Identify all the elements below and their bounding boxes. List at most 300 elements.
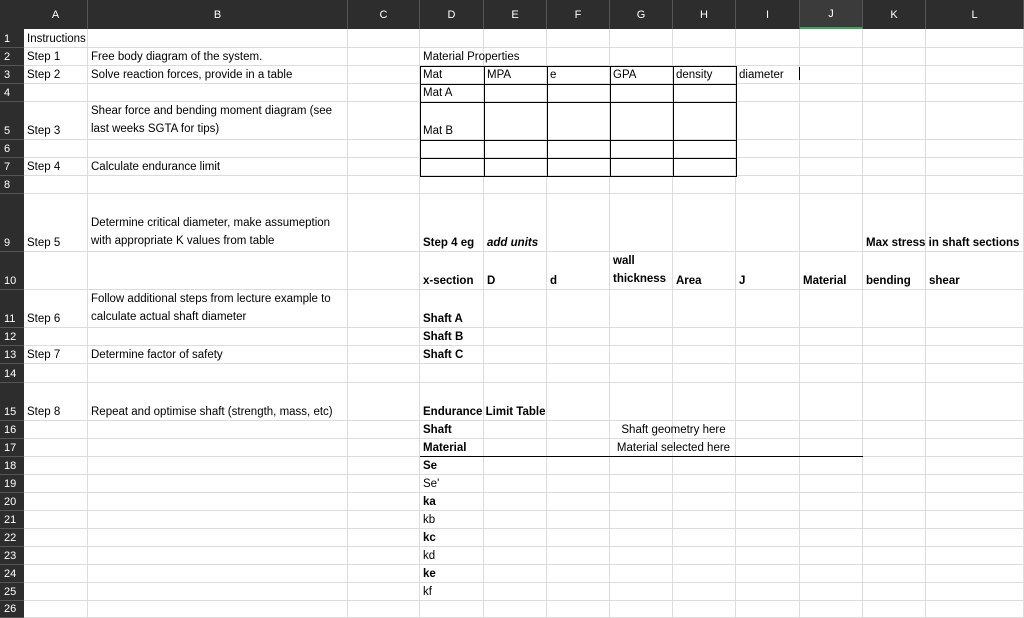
shaft-b-label[interactable]: Shaft B [423, 331, 464, 343]
grid-cell[interactable] [926, 176, 1024, 194]
grid-cell[interactable] [348, 475, 420, 493]
grid-cell[interactable] [24, 511, 88, 529]
grid-cell[interactable] [926, 383, 1024, 421]
grid-cell[interactable] [800, 511, 863, 529]
d-header[interactable]: d [550, 275, 558, 287]
grid-cell[interactable] [736, 84, 800, 102]
grid-cell[interactable] [24, 421, 88, 439]
grid-cell[interactable] [673, 48, 736, 66]
grid-cell[interactable] [926, 140, 1024, 158]
grid-cell[interactable] [736, 140, 800, 158]
grid-cell[interactable] [348, 346, 420, 364]
grid-cell[interactable] [610, 364, 673, 383]
grid-cell[interactable] [926, 48, 1024, 66]
grid-cell[interactable] [800, 457, 863, 475]
grid-cell[interactable] [88, 252, 348, 290]
grid-cell[interactable] [863, 457, 926, 475]
step-label[interactable]: Step 6 [27, 313, 61, 325]
grid-cell[interactable] [863, 102, 926, 140]
step-text[interactable]: Calculate endurance limit [91, 161, 221, 173]
grid-cell[interactable] [926, 102, 1024, 140]
grid-cell[interactable] [24, 252, 88, 290]
grid-cell[interactable] [800, 529, 863, 547]
shear-header[interactable]: shear [929, 275, 960, 287]
grid-cell[interactable] [348, 421, 420, 439]
grid-cell[interactable] [88, 583, 348, 601]
grid-cell[interactable] [484, 290, 547, 328]
grid-cell[interactable] [88, 328, 348, 346]
grid-cell[interactable] [926, 529, 1024, 547]
grid-cell[interactable] [673, 511, 736, 529]
row-header-18[interactable]: 18 [0, 457, 24, 475]
grid-cell[interactable] [863, 601, 926, 618]
row-header-21[interactable]: 21 [0, 511, 24, 529]
grid-cell[interactable] [24, 493, 88, 511]
grid-cell[interactable] [926, 457, 1024, 475]
row-header-12[interactable]: 12 [0, 328, 24, 346]
grid-cell[interactable] [88, 84, 348, 102]
step-text[interactable]: Repeat and optimise shaft (strength, mass, etc) [91, 406, 333, 418]
grid-cell[interactable] [863, 439, 926, 457]
grid-cell[interactable] [420, 176, 484, 194]
grid-cell[interactable] [610, 511, 673, 529]
grid-cell[interactable] [88, 529, 348, 547]
grid-cell[interactable] [547, 84, 610, 102]
grid-cell[interactable] [863, 475, 926, 493]
step-label[interactable]: Step 1 [27, 51, 61, 63]
grid-cell[interactable] [348, 457, 420, 475]
column-header-C[interactable]: C [348, 0, 420, 29]
grid-cell[interactable] [610, 493, 673, 511]
grid-cell[interactable] [673, 29, 736, 48]
grid-cell[interactable] [863, 48, 926, 66]
mat-b-label[interactable]: Mat B [423, 125, 454, 137]
grid-cell[interactable] [736, 290, 800, 328]
row-header-10[interactable]: 10 [0, 252, 24, 290]
grid-cell[interactable] [88, 475, 348, 493]
grid-cell[interactable] [348, 583, 420, 601]
row-header-11[interactable]: 11 [0, 290, 24, 328]
column-header-K[interactable]: K [863, 0, 926, 29]
grid-cell[interactable] [673, 364, 736, 383]
grid-cell[interactable] [863, 66, 926, 84]
factor-Se[interactable]: Se [423, 460, 438, 472]
grid-cell[interactable] [484, 140, 547, 158]
grid-cell[interactable] [348, 565, 420, 583]
grid-cell[interactable] [547, 364, 610, 383]
grid-cell[interactable] [547, 346, 610, 364]
grid-cell[interactable] [926, 565, 1024, 583]
grid-cell[interactable] [24, 176, 88, 194]
endurance-table-title[interactable]: Endurance Limit Table [423, 406, 546, 418]
shaft-label[interactable]: Shaft [423, 424, 452, 436]
grid-cell[interactable] [610, 290, 673, 328]
D-header[interactable]: D [487, 275, 496, 287]
step-label[interactable]: Step 2 [27, 69, 61, 81]
column-header-B[interactable]: B [88, 0, 348, 29]
grid-cell[interactable] [610, 194, 673, 252]
grid-cell[interactable] [348, 439, 420, 457]
grid-cell[interactable] [348, 290, 420, 328]
grid-cell[interactable] [547, 583, 610, 601]
factor-kf[interactable]: kf [423, 586, 432, 598]
grid-cell[interactable] [348, 529, 420, 547]
factor-Se-prime[interactable]: Se' [423, 478, 440, 490]
diameter-header[interactable]: diameter [739, 69, 784, 81]
grid-cell[interactable] [863, 511, 926, 529]
grid-cell[interactable] [547, 547, 610, 565]
grid-cell[interactable] [547, 290, 610, 328]
grid-cell[interactable] [863, 176, 926, 194]
grid-cell[interactable] [610, 565, 673, 583]
grid-cell[interactable] [863, 29, 926, 48]
row-header-14[interactable]: 14 [0, 364, 24, 383]
grid-cell[interactable] [484, 84, 547, 102]
grid-cell[interactable] [610, 102, 673, 140]
step4-label[interactable]: Step 4 eg [423, 237, 475, 249]
grid-cell[interactable] [736, 158, 800, 176]
column-header-L[interactable]: L [926, 0, 1024, 29]
row-header-25[interactable]: 25 [0, 583, 24, 601]
grid-cell[interactable] [673, 176, 736, 194]
row-header-9[interactable]: 9 [0, 194, 24, 252]
grid-cell[interactable] [800, 194, 863, 252]
grid-cell[interactable] [736, 328, 800, 346]
grid-cell[interactable] [673, 457, 736, 475]
grid-cell[interactable] [673, 493, 736, 511]
grid-cell[interactable] [926, 290, 1024, 328]
select-all-corner[interactable] [0, 0, 24, 29]
grid-cell[interactable] [926, 493, 1024, 511]
grid-cell[interactable] [800, 84, 863, 102]
grid-cell[interactable] [800, 475, 863, 493]
grid-cell[interactable] [348, 252, 420, 290]
bending-header[interactable]: bending [866, 275, 911, 287]
grid-cell[interactable] [610, 601, 673, 618]
column-header-I[interactable]: I [736, 0, 800, 29]
grid-cell[interactable] [673, 601, 736, 618]
grid-cell[interactable] [484, 493, 547, 511]
shaft-c-label[interactable]: Shaft C [423, 349, 464, 361]
column-header-A[interactable]: A [24, 0, 88, 29]
row-header-13[interactable]: 13 [0, 346, 24, 364]
grid-cell[interactable] [863, 158, 926, 176]
grid-cell[interactable] [610, 346, 673, 364]
grid-cell[interactable] [348, 176, 420, 194]
grid-cell[interactable] [484, 529, 547, 547]
grid-cell[interactable] [24, 328, 88, 346]
step-label[interactable]: Step 4 [27, 161, 61, 173]
grid-cell[interactable] [926, 29, 1024, 48]
wall-thickness-header[interactable]: wall thickness [613, 255, 667, 285]
grid-cell[interactable] [926, 583, 1024, 601]
grid-cell[interactable] [348, 84, 420, 102]
step-text[interactable]: Determine factor of safety [91, 349, 223, 361]
row-header-17[interactable]: 17 [0, 439, 24, 457]
grid-cell[interactable] [547, 140, 610, 158]
step-label[interactable]: Step 5 [27, 237, 61, 249]
grid-cell[interactable] [863, 547, 926, 565]
grid-cell[interactable] [88, 601, 348, 618]
grid-cell[interactable] [736, 346, 800, 364]
grid-cell[interactable] [484, 565, 547, 583]
grid-cell[interactable] [800, 102, 863, 140]
area-header[interactable]: Area [676, 275, 702, 287]
grid-cell[interactable] [863, 328, 926, 346]
grid-cell[interactable] [673, 547, 736, 565]
step-label[interactable]: Step 8 [27, 406, 61, 418]
grid-cell[interactable] [863, 383, 926, 421]
grid-cell[interactable] [736, 102, 800, 140]
row-header-26[interactable]: 26 [0, 601, 24, 618]
grid-cell[interactable] [348, 140, 420, 158]
grid-cell[interactable] [926, 84, 1024, 102]
step-text[interactable]: Determine critical diameter, make assumeption with appropriate K values from table [91, 217, 331, 247]
grid-cell[interactable] [800, 383, 863, 421]
grid-cell[interactable] [926, 158, 1024, 176]
column-header-J[interactable]: J [800, 0, 863, 29]
grid-cell[interactable] [348, 547, 420, 565]
grid-cell[interactable] [800, 493, 863, 511]
grid-cell[interactable] [88, 565, 348, 583]
grid-cell[interactable] [348, 328, 420, 346]
material-properties-title[interactable]: Material Properties [423, 51, 520, 63]
grid-cell[interactable] [348, 364, 420, 383]
grid-cell[interactable] [863, 346, 926, 364]
factor-kc[interactable]: kc [423, 532, 436, 544]
grid-cell[interactable] [800, 158, 863, 176]
xsection-header[interactable]: x-section [423, 275, 474, 287]
grid-cell[interactable] [926, 364, 1024, 383]
grid-cell[interactable] [736, 583, 800, 601]
grid-cell[interactable] [348, 102, 420, 140]
row-header-3[interactable]: 3 [0, 66, 24, 84]
mat-a-label[interactable]: Mat A [423, 87, 453, 99]
grid-cell[interactable] [800, 140, 863, 158]
grid-cell[interactable] [736, 493, 800, 511]
column-header-F[interactable]: F [547, 0, 610, 29]
grid-cell[interactable] [88, 364, 348, 383]
grid-cell[interactable] [484, 364, 547, 383]
material-header[interactable]: Material [803, 275, 847, 287]
grid-cell[interactable] [736, 475, 800, 493]
grid-cell[interactable] [673, 158, 736, 176]
grid-cell[interactable] [420, 140, 484, 158]
row-header-23[interactable]: 23 [0, 547, 24, 565]
grid-cell[interactable] [926, 511, 1024, 529]
row-header-15[interactable]: 15 [0, 383, 24, 421]
step-text[interactable]: Free body diagram of the system. [91, 51, 263, 63]
grid-cell[interactable] [547, 493, 610, 511]
grid-cell[interactable] [547, 176, 610, 194]
grid-cell[interactable] [673, 383, 736, 421]
grid-cell[interactable] [547, 29, 610, 48]
grid-cell[interactable] [863, 84, 926, 102]
grid-cell[interactable] [736, 511, 800, 529]
grid-cell[interactable] [24, 601, 88, 618]
row-header-1[interactable]: 1 [0, 29, 24, 48]
grid-cell[interactable] [348, 194, 420, 252]
grid-cell[interactable] [348, 158, 420, 176]
grid-cell[interactable] [610, 583, 673, 601]
grid-cell[interactable] [610, 529, 673, 547]
add-units-note[interactable]: add units [487, 237, 539, 249]
grid-cell[interactable] [547, 102, 610, 140]
column-header-D[interactable]: D [420, 0, 484, 29]
J-header[interactable]: J [739, 275, 746, 287]
grid-cell[interactable] [88, 457, 348, 475]
density-header[interactable]: density [676, 69, 713, 81]
grid-cell[interactable] [926, 66, 1024, 84]
grid-cell[interactable] [736, 176, 800, 194]
grid-cell[interactable] [547, 529, 610, 547]
grid-cell[interactable] [610, 29, 673, 48]
grid-cell[interactable] [926, 439, 1024, 457]
grid-cell[interactable] [610, 158, 673, 176]
grid-cell[interactable] [736, 29, 800, 48]
grid-cell[interactable] [24, 439, 88, 457]
grid-cell[interactable] [24, 140, 88, 158]
grid-cell[interactable] [673, 84, 736, 102]
factor-ka[interactable]: ka [423, 496, 436, 508]
grid-cell[interactable] [484, 102, 547, 140]
grid-cell[interactable] [88, 439, 348, 457]
grid-cell[interactable] [673, 140, 736, 158]
grid-cell[interactable] [24, 457, 88, 475]
grid-cell[interactable] [926, 601, 1024, 618]
grid-cell[interactable] [673, 328, 736, 346]
grid-cell[interactable] [24, 529, 88, 547]
grid-cell[interactable] [673, 565, 736, 583]
grid-cell[interactable] [610, 328, 673, 346]
grid-cell[interactable] [736, 383, 800, 421]
grid-cell[interactable] [673, 583, 736, 601]
grid-cell[interactable] [348, 511, 420, 529]
grid-cell[interactable] [610, 547, 673, 565]
row-header-22[interactable]: 22 [0, 529, 24, 547]
grid-cell[interactable] [800, 176, 863, 194]
grid-cell[interactable] [736, 48, 800, 66]
grid-cell[interactable] [673, 475, 736, 493]
factor-kd[interactable]: kd [423, 550, 436, 562]
grid-cell[interactable] [24, 583, 88, 601]
grid-cell[interactable] [610, 140, 673, 158]
row-header-6[interactable]: 6 [0, 140, 24, 158]
grid-cell[interactable] [547, 511, 610, 529]
max-stress-title[interactable]: Max stress in shaft sections [866, 237, 1020, 249]
grid-cell[interactable] [88, 176, 348, 194]
grid-cell[interactable] [863, 565, 926, 583]
grid-cell[interactable] [348, 493, 420, 511]
grid-cell[interactable] [610, 383, 673, 421]
grid-cell[interactable] [926, 328, 1024, 346]
grid-cell[interactable] [673, 346, 736, 364]
step-text[interactable]: Shear force and bending moment diagram (see last weeks SGTA for tips) [91, 105, 333, 135]
grid-cell[interactable] [736, 601, 800, 618]
grid-cell[interactable] [24, 475, 88, 493]
grid-cell[interactable] [547, 328, 610, 346]
grid-cell[interactable] [863, 140, 926, 158]
grid-cell[interactable] [88, 547, 348, 565]
step-text[interactable]: Solve reaction forces, provide in a table [91, 69, 293, 81]
grid-cell[interactable] [420, 29, 484, 48]
cell-A1[interactable]: Instructions [27, 33, 86, 45]
row-header-5[interactable]: 5 [0, 102, 24, 140]
grid-cell[interactable] [547, 565, 610, 583]
grid-cell[interactable] [348, 29, 420, 48]
grid-cell[interactable] [926, 346, 1024, 364]
shaft-geometry-note[interactable]: Shaft geometry here [621, 424, 726, 436]
mat-header[interactable]: Mat [423, 69, 443, 81]
grid-cell[interactable] [484, 158, 547, 176]
grid-cell[interactable] [736, 529, 800, 547]
row-header-7[interactable]: 7 [0, 158, 24, 176]
material-selected-note[interactable]: Material selected here [616, 442, 731, 454]
grid-cell[interactable] [800, 601, 863, 618]
column-header-E[interactable]: E [484, 0, 547, 29]
grid-cell[interactable] [800, 346, 863, 364]
mpa-header[interactable]: MPA [487, 69, 512, 81]
grid-cell[interactable] [610, 176, 673, 194]
grid-cell[interactable] [24, 84, 88, 102]
row-header-19[interactable]: 19 [0, 475, 24, 493]
grid-cell[interactable] [800, 364, 863, 383]
grid-cell[interactable] [547, 475, 610, 493]
grid-cell[interactable] [800, 290, 863, 328]
grid-cell[interactable] [547, 601, 610, 618]
e-header[interactable]: e [550, 69, 557, 81]
row-header-8[interactable]: 8 [0, 176, 24, 194]
grid-cell[interactable] [484, 547, 547, 565]
grid-cell[interactable] [863, 493, 926, 511]
grid-cell[interactable] [547, 457, 610, 475]
grid-cell[interactable] [736, 565, 800, 583]
step-text[interactable]: Follow additional steps from lecture example to calculate actual shaft diameter [91, 293, 331, 323]
grid-cell[interactable] [863, 529, 926, 547]
grid-cell[interactable] [484, 328, 547, 346]
grid-cell[interactable] [547, 158, 610, 176]
grid-cell[interactable] [24, 565, 88, 583]
grid-cell[interactable] [88, 511, 348, 529]
grid-cell[interactable] [673, 102, 736, 140]
grid-cell[interactable] [800, 547, 863, 565]
row-header-2[interactable]: 2 [0, 48, 24, 66]
grid-cell[interactable] [800, 565, 863, 583]
factor-kb[interactable]: kb [423, 514, 436, 526]
grid-cell[interactable] [484, 583, 547, 601]
grid-cell[interactable] [420, 364, 484, 383]
grid-cell[interactable] [926, 421, 1024, 439]
grid-cell[interactable] [926, 475, 1024, 493]
grid-cell[interactable] [863, 421, 926, 439]
grid-cell[interactable] [673, 529, 736, 547]
grid-cell[interactable] [863, 364, 926, 383]
grid-cell[interactable] [88, 493, 348, 511]
grid-cell[interactable] [484, 346, 547, 364]
grid-cell[interactable] [610, 457, 673, 475]
gpa-header[interactable]: GPA [613, 69, 637, 81]
row-header-20[interactable]: 20 [0, 493, 24, 511]
grid-cell[interactable] [484, 601, 547, 618]
grid-cell[interactable] [800, 66, 863, 84]
grid-cell[interactable] [484, 29, 547, 48]
material-label[interactable]: Material [423, 442, 467, 454]
grid-cell[interactable] [673, 290, 736, 328]
row-header-24[interactable]: 24 [0, 565, 24, 583]
grid-cell[interactable] [610, 84, 673, 102]
grid-cell[interactable] [736, 547, 800, 565]
grid-cell[interactable] [420, 158, 484, 176]
